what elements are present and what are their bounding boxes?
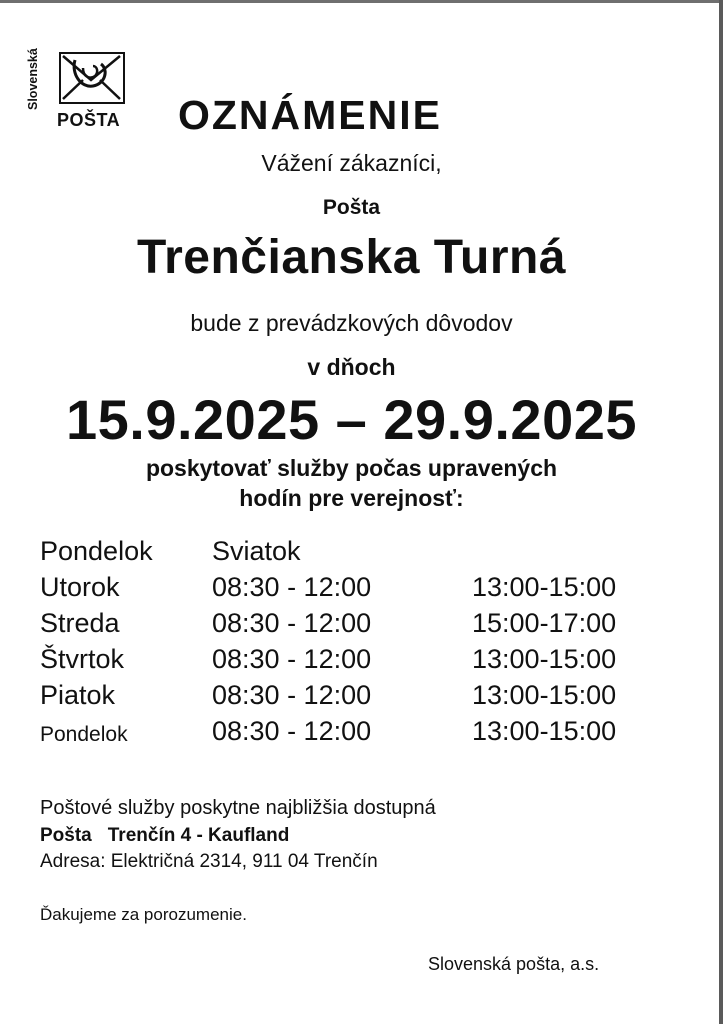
schedule-day: Utorok [40, 572, 120, 602]
scan-edge-right [719, 0, 723, 1024]
schedule-row [38, 716, 658, 752]
alternative-office-address: Adresa: Električná 2314, 911 04 Trenčín [40, 851, 378, 872]
provide-line-1: poskytovať služby počas upravených [145, 455, 558, 481]
schedule-day: Pondelok [40, 723, 128, 746]
posta-label: Pošta [322, 196, 381, 219]
provide-line-2: hodín pre verejnosť: [239, 485, 464, 511]
alternative-office: Trenčín 4 - Kaufland [107, 825, 290, 846]
schedule-morning: 08:30 - 12:00 [212, 572, 372, 602]
alternative-office-name [40, 825, 289, 847]
slovenska-posta-logo [26, 48, 134, 134]
schedule-row [38, 608, 658, 644]
post-horn-icon [59, 52, 125, 104]
schedule-afternoon: 13:00-15:00 [472, 572, 617, 602]
signature: Slovenská pošta, a.s. [428, 954, 600, 974]
greeting: Vážení zákazníci, [261, 150, 442, 176]
thanks-text: Ďakujeme za porozumenie. [40, 905, 247, 924]
schedule-morning: 08:30 - 12:00 [212, 644, 372, 674]
schedule-morning: 08:30 - 12:00 [212, 716, 372, 746]
in-days-label: v dňoch [307, 354, 396, 380]
schedule-row [38, 536, 658, 572]
schedule-day: Štvrtok [40, 644, 125, 674]
schedule-day: Piatok [40, 680, 116, 710]
logo-word: POŠTA [57, 110, 121, 130]
schedule-afternoon: 13:00-15:00 [472, 716, 617, 746]
opening-hours-table [38, 536, 658, 752]
office-name: Trenčianska Turná [136, 231, 567, 284]
schedule-afternoon: 13:00-15:00 [472, 680, 617, 710]
schedule-morning: Sviatok [212, 536, 301, 566]
schedule-day: Streda [40, 608, 120, 638]
notice-title: OZNÁMENIE [178, 92, 442, 138]
schedule-morning: 08:30 - 12:00 [212, 680, 372, 710]
alternative-office-intro: Poštové služby poskytne najbližšia dostupná [40, 797, 436, 819]
schedule-afternoon: 15:00-17:00 [472, 608, 617, 638]
schedule-row [38, 680, 658, 716]
schedule-row [38, 644, 658, 680]
schedule-day: Pondelok [40, 536, 153, 566]
logo-vertical-text: Slovenská [26, 48, 40, 110]
scan-edge-top [0, 0, 723, 3]
schedule-afternoon: 13:00-15:00 [472, 644, 617, 674]
schedule-row [38, 572, 658, 608]
date-range: 15.9.2025 – 29.9.2025 [65, 388, 638, 451]
provide-services-text [0, 453, 703, 513]
alternative-posta-label: Pošta [40, 825, 92, 846]
reason-text: bude z prevádzkových dôvodov [190, 310, 513, 336]
schedule-morning: 08:30 - 12:00 [212, 608, 372, 638]
